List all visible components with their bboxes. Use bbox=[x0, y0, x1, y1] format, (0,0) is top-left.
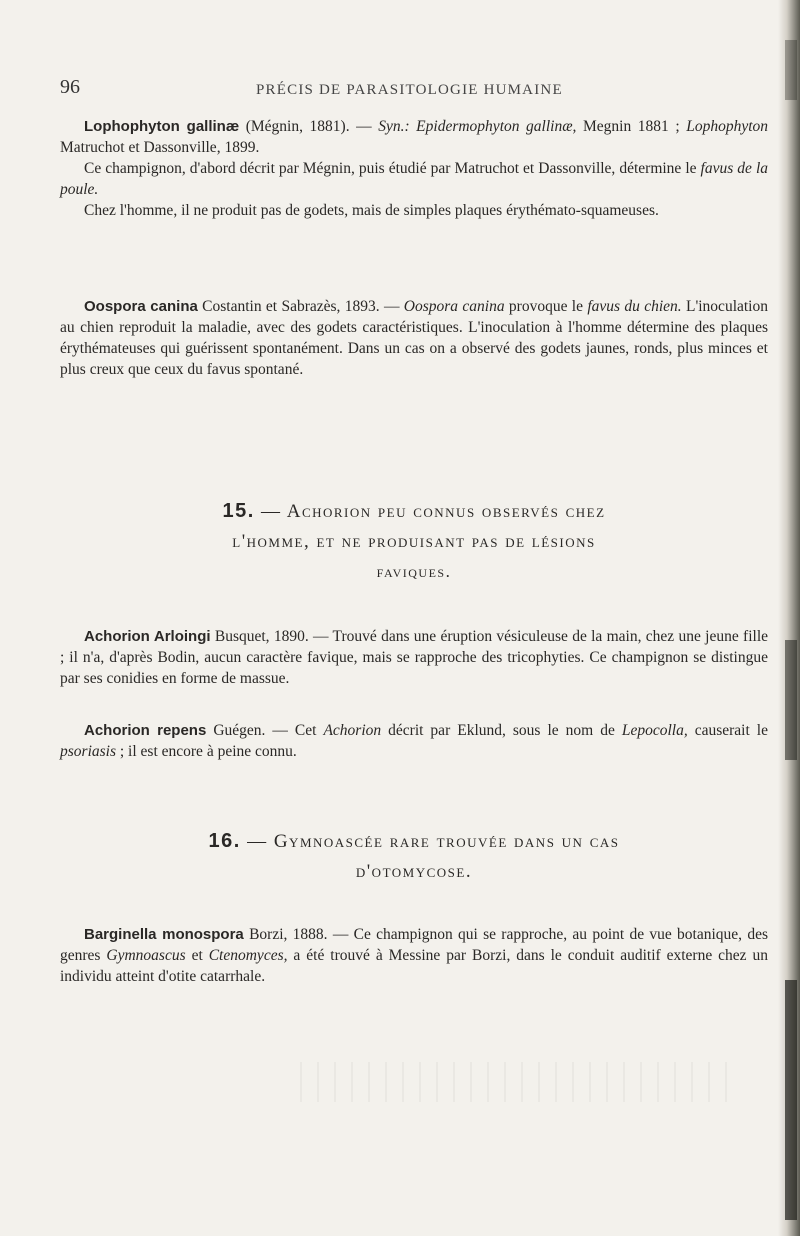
paragraph-text: Busquet, 1890. — Trouvé dans une éruption vésiculeuse de la main, chez une jeune fille ; il n'a, d'après Bodin, aucun caractère favique, mais se rapproche des tricophyties. Ce champignon se distingue par ses conidies en forme de massue. bbox=[60, 628, 769, 687]
section-title-line: l'homme, et ne produisant pas de lésions bbox=[232, 531, 596, 552]
taxon-name: Lophophyton gallinæ bbox=[84, 118, 240, 135]
section-heading-16 bbox=[60, 826, 768, 887]
show-through-marks bbox=[300, 1062, 740, 1102]
citation: Costantin et Sabrazès, 1893. — bbox=[202, 298, 404, 315]
entry-oospora bbox=[60, 296, 768, 380]
citation: (Mégnin, 1881). — bbox=[245, 118, 379, 135]
paragraph-text: Borzi, 1888. — Ce champignon qui se rapproche, au point de vue botanique, des genres bbox=[60, 926, 768, 964]
paragraph-text: Ce champignon, d'abord décrit par Mégnin, puis étudié par Matruchot et Dassonville, détermine le bbox=[84, 160, 701, 177]
section-title-line: faviques. bbox=[376, 562, 452, 581]
paragraph-text: L'inoculation au chien reproduit la maladie, avec des godets caractéristiques. L'inoculation à l'homme détermine des plaques érythémateuses qui guérissent spontanément. Dans un cas on a observé des godets jaunes, ronds, plus minces et plus creux que ceux du favus spontané. bbox=[60, 298, 768, 378]
paragraph-italic: Lepocolla, bbox=[621, 722, 688, 739]
paragraph-italic: Ctenomyces, bbox=[208, 947, 288, 964]
paragraph-text: a été trouvé à Messine par Borzi, dans le conduit auditif externe chez un individu atteint d'otite catarrhale. bbox=[60, 947, 769, 985]
citation-taxon: Oospora canina bbox=[403, 298, 505, 315]
section-title-line: — Achorion peu connus observés chez bbox=[254, 501, 606, 522]
synonym-text: Megnin 1881 ; bbox=[576, 118, 687, 135]
section-heading-15 bbox=[60, 496, 768, 587]
paragraph-text: provoque le bbox=[504, 298, 588, 315]
paragraph-italic: favus du chien. bbox=[587, 298, 682, 315]
paragraph-text: ; il est encore à peine connu. bbox=[116, 743, 297, 760]
running-head bbox=[60, 76, 760, 104]
paragraph-text: causerait le bbox=[687, 722, 768, 739]
paragraph-italic: psoriasis bbox=[60, 743, 116, 760]
page-edge-shadow bbox=[778, 0, 800, 1236]
page-number: 96 bbox=[60, 76, 80, 98]
synonym-text: Matruchot et Dassonville, 1899. bbox=[60, 139, 260, 156]
entry-achorion-repens bbox=[60, 720, 768, 762]
entry-lophophyton bbox=[60, 116, 768, 221]
taxon-name: Achorion Arloingi bbox=[84, 628, 211, 645]
running-title: PRÉCIS DE PARASITOLOGIE HUMAINE bbox=[256, 82, 563, 98]
section-title-line: d'otomycose. bbox=[355, 861, 473, 882]
paragraph-italic: Gymnoascus bbox=[106, 947, 186, 964]
paragraph-text: et bbox=[185, 947, 209, 964]
section-number: 15. bbox=[222, 500, 255, 522]
paragraph-italic: favus de la poule. bbox=[60, 160, 769, 198]
section-number: 16. bbox=[208, 830, 241, 852]
paragraph-italic: Achorion bbox=[323, 722, 382, 739]
paragraph-text: décrit par Eklund, sous le nom de bbox=[381, 722, 622, 739]
paragraph-text: Chez l'homme, il ne produit pas de godets, mais de simples plaques érythémato-squameuses. bbox=[84, 202, 659, 219]
synonym-taxon: Epidermophyton gallinæ, bbox=[409, 118, 577, 135]
entry-achorion-arloingi bbox=[60, 626, 768, 689]
synonym-label: Syn.: bbox=[378, 118, 410, 135]
synonym-taxon: Lophophyton bbox=[686, 118, 769, 135]
section-title-line: — Gymnoascée rare trouvée dans un cas bbox=[240, 831, 620, 852]
taxon-name: Oospora canina bbox=[84, 298, 198, 315]
taxon-name: Barginella monospora bbox=[84, 926, 244, 943]
paragraph-text: Guégen. — Cet bbox=[206, 722, 324, 739]
entry-barginella bbox=[60, 924, 768, 987]
taxon-name: Achorion repens bbox=[84, 722, 207, 739]
